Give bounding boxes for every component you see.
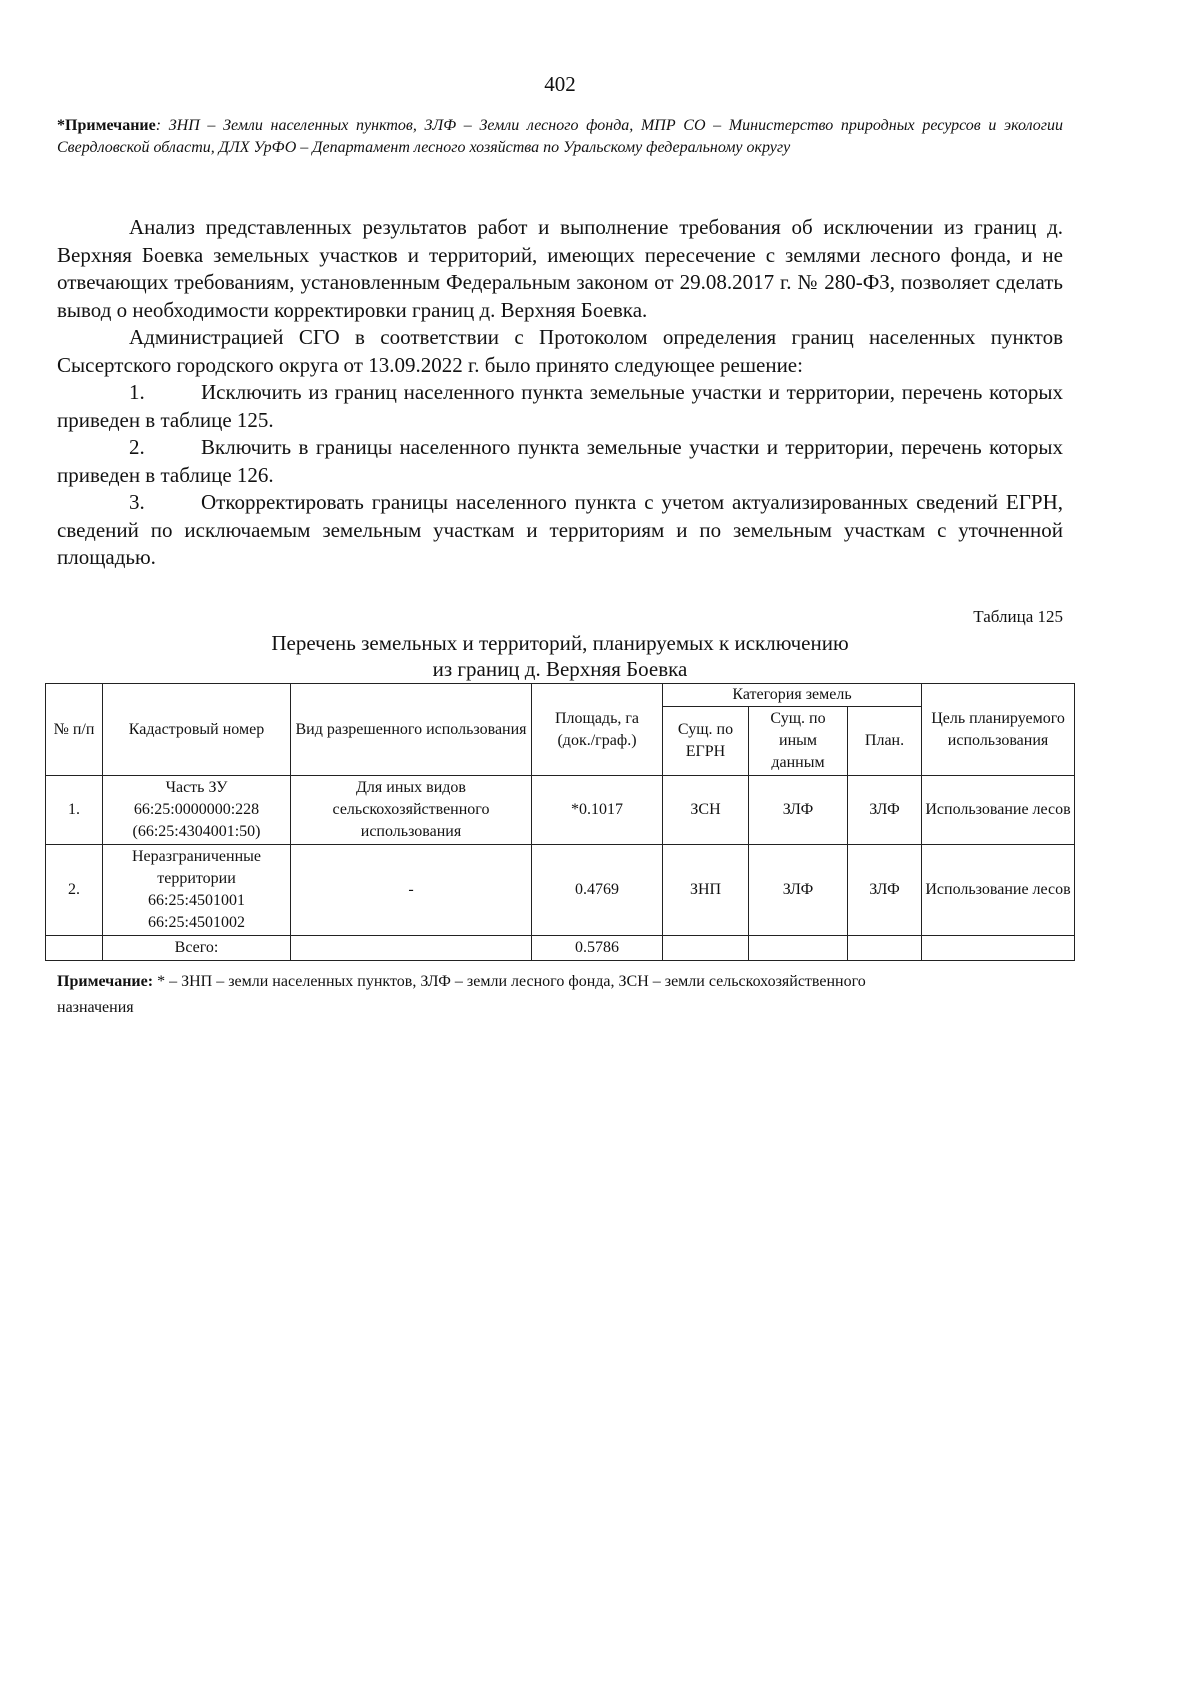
cell-egrn: ЗСН <box>663 776 749 845</box>
body-text <box>57 214 1063 572</box>
cell-total-area: 0.5786 <box>532 936 663 961</box>
header-cat-egrn: Сущ. по ЕГРН <box>663 707 749 776</box>
table-title-line-2: из границ д. Верхняя Боевка <box>432 657 688 681</box>
cadastral-line: территории <box>157 870 236 887</box>
cadastral-line: Часть ЗУ <box>165 779 228 796</box>
cell-area: 0.4769 <box>532 845 663 936</box>
cell-usage: Для иных видов сельскохозяйственного использования <box>291 776 532 845</box>
table-title-line-1: Перечень земельных и территорий, планируемых к исключению <box>271 631 849 655</box>
cell-num: 2. <box>46 845 103 936</box>
header-cat-other: Сущ. по иным данным <box>749 707 848 776</box>
header-cat-plan: План. <box>848 707 922 776</box>
table-title <box>45 630 1075 682</box>
top-note <box>57 115 1063 159</box>
page-number: 402 <box>544 72 576 96</box>
bottom-note-text: * – ЗНП – земли населенных пунктов, ЗЛФ – земли лесного фонда, ЗСН – земли сельскохозяйственного назначения <box>57 973 866 1016</box>
list-item-number: 1. <box>129 380 145 404</box>
top-note-label: *Примечание <box>57 117 156 134</box>
table-row <box>46 845 1075 936</box>
header-area: Площадь, га (док./граф.) <box>532 684 663 776</box>
paragraph-analysis: Анализ представленных результатов работ и выполнение требования об исключении из границ д. Верхняя Боевка земельных участков и территорий, имеющих пересечение с землями лесного фонда, и не отвечающих требованиям, установленным Федеральным законом от 29.08.2017 г. № 280-ФЗ, позволяет сделать вывод о необходимости корректировки границ д. Верхняя Боевка. <box>57 215 1063 322</box>
table-row <box>46 776 1075 845</box>
bottom-note-label: Примечание: <box>57 973 154 990</box>
cell-usage: - <box>291 845 532 936</box>
list-item-number: 3. <box>129 490 145 514</box>
cell-num: 1. <box>46 776 103 845</box>
header-usage: Вид разрешенного использования <box>291 684 532 776</box>
paragraph-decision: Администрацией СГО в соответствии с Протоколом определения границ населенных пунктов Сысертского городского округа от 13.09.2022 г. было принято следующее решение: <box>57 325 1063 377</box>
list-item-text: Исключить из границ населенного пункта земельные участки и территории, перечень которых приведен в таблице 125. <box>57 380 1063 432</box>
table-total-row <box>46 936 1075 961</box>
header-purpose: Цель планируемого использования <box>922 684 1075 776</box>
bottom-note <box>57 969 917 1021</box>
cell-other: ЗЛФ <box>749 776 848 845</box>
list-item <box>57 489 1063 572</box>
cadastral-line: 66:25:0000000:228 <box>133 801 260 818</box>
cell-purpose: Использование лесов <box>922 845 1075 936</box>
cell-cadastral <box>103 776 291 845</box>
cadastral-line: (66:25:4304001:50) <box>132 823 261 840</box>
cell-purpose: Использование лесов <box>922 776 1075 845</box>
header-cadastral: Кадастровый номер <box>103 684 291 776</box>
top-note-text: : ЗНП – Земли населенных пунктов, ЗЛФ – Земли лесного фонда, МПР СО – Министерство природных ресурсов и экологии Свердловской области, ДЛХ УрФО – Департамент лесного хозяйства по Уральскому федеральному округу <box>57 117 1063 156</box>
header-num: № п/п <box>46 684 103 776</box>
cell-plan: ЗЛФ <box>848 776 922 845</box>
table-header-row <box>46 684 1075 707</box>
cadastral-line: 66:25:4501001 <box>148 892 245 909</box>
table-label: Таблица 125 <box>973 607 1063 626</box>
cadastral-line: 66:25:4501002 <box>148 914 245 931</box>
cell-area: *0.1017 <box>532 776 663 845</box>
cell-egrn: ЗНП <box>663 845 749 936</box>
cell-other: ЗЛФ <box>749 845 848 936</box>
exclusion-table <box>45 683 1075 961</box>
list-item-number: 2. <box>129 435 145 459</box>
list-item <box>57 379 1063 434</box>
list-item-text: Включить в границы населенного пункта земельные участки и территории, перечень которых приведен в таблице 126. <box>57 435 1063 487</box>
cell-empty <box>46 936 103 961</box>
header-category: Категория земель <box>663 684 922 707</box>
cell-empty <box>663 936 749 961</box>
cadastral-line: Неразграниченные <box>132 848 261 865</box>
cell-empty <box>922 936 1075 961</box>
list-item <box>57 434 1063 489</box>
cell-plan: ЗЛФ <box>848 845 922 936</box>
cell-total-label: Всего: <box>103 936 291 961</box>
cell-empty <box>291 936 532 961</box>
cell-cadastral <box>103 845 291 936</box>
cell-empty <box>749 936 848 961</box>
cell-empty <box>848 936 922 961</box>
list-item-text: Откорректировать границы населенного пункта с учетом актуализированных сведений ЕГРН, сведений по исключаемым земельным участкам и территориям и по земельным участкам с уточненной площадью. <box>57 490 1063 569</box>
